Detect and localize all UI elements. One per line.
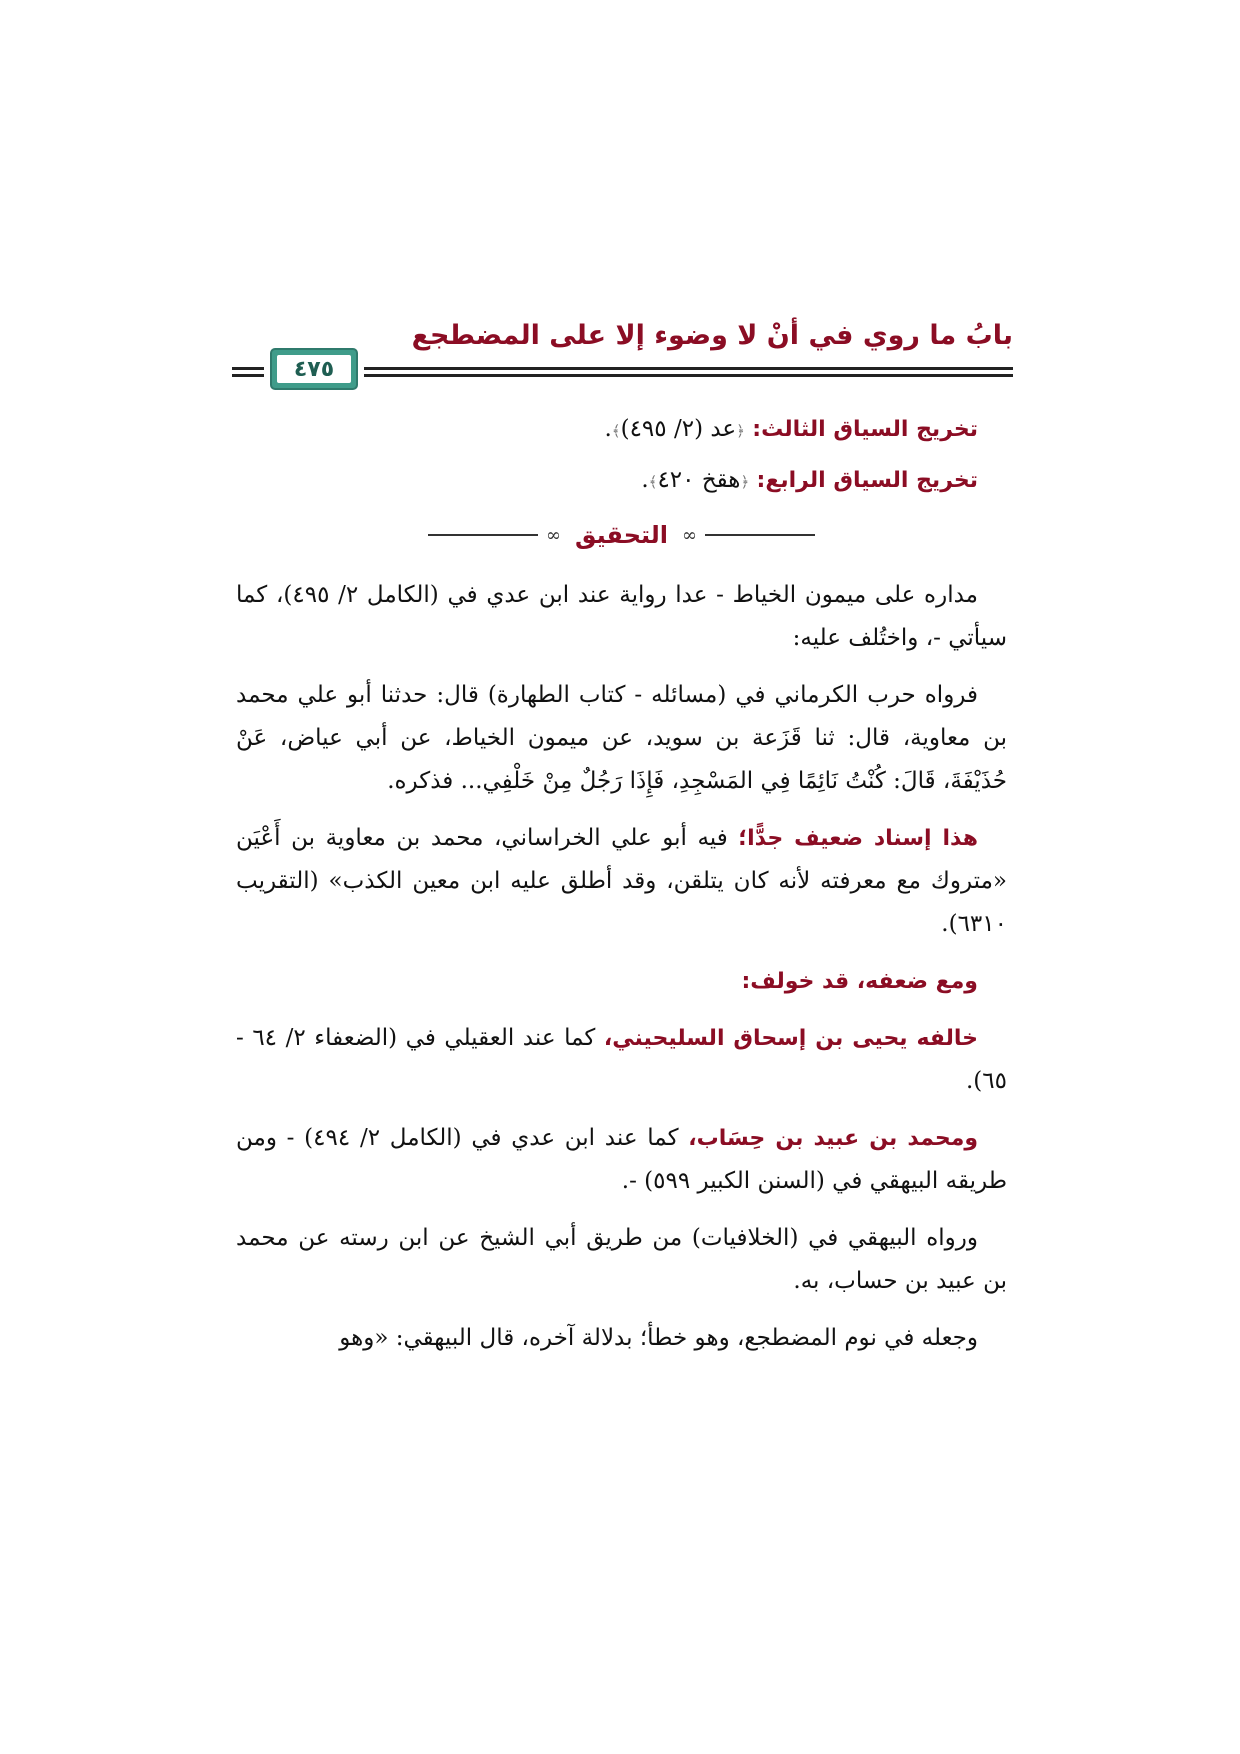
badge-ornament <box>273 380 280 387</box>
paragraph <box>236 817 1007 946</box>
section-title: التحقيق <box>574 520 669 549</box>
paragraph-text: وجعله في نوم المضطجع، وهو خطأ؛ بدلالة آخره، قال البيهقي: «وهو <box>339 1325 978 1351</box>
paragraph <box>236 1117 1007 1203</box>
page-number-badge <box>270 348 358 390</box>
takhrij-line <box>236 459 1007 504</box>
paragraph <box>236 1217 1007 1303</box>
paragraph <box>236 674 1007 803</box>
takhrij-end: . <box>604 416 612 442</box>
page-body <box>236 408 1007 1374</box>
paragraph-text: كما عند العقيلي في (الضعفاء ٢/ ٦٤ - ٦٥). <box>236 1025 1007 1094</box>
header-rule <box>232 374 264 377</box>
paragraph-text: مداره على ميمون الخياط - عدا رواية عند ابن عدي في (الكامل ٢/ ٤٩٥)، كما سيأتي -، واختُلف عليه: <box>236 582 1007 651</box>
divider-ornament: ∞ <box>545 524 561 546</box>
paragraph-text: كما عند ابن عدي في (الكامل ٢/ ٤٩٤) - ومن طريقه البيهقي في (السنن الكبير ٥٩٩) -. <box>236 1125 1007 1194</box>
badge-ornament <box>273 351 280 358</box>
badge-ornament <box>348 380 355 387</box>
takhrij-label: تخريج السياق الرابع: <box>756 468 978 493</box>
paragraph <box>236 1317 1007 1360</box>
bracket-open: ﴿ <box>740 473 750 491</box>
paragraph-lead: هذا إسناد ضعيف جدًّا؛ <box>738 826 978 851</box>
paragraph-lead: خالفه يحيى بن إسحاق السليحيني، <box>603 1026 979 1051</box>
running-title: بابُ ما روي في أنْ لا وضوء إلا على المضطجع <box>411 320 1013 351</box>
divider-line <box>428 534 538 536</box>
takhrij-line <box>236 408 1007 453</box>
paragraph-lead: ومع ضعفه، قد خولف: <box>741 969 978 994</box>
takhrij-end: . <box>641 467 649 493</box>
page-number: ٤٧٥ <box>276 354 352 384</box>
header-rule <box>364 367 1013 370</box>
paragraph-text: ورواه البيهقي في (الخلافيات) من طريق أبي الشيخ عن ابن رسته عن محمد بن عبيد بن حساب، به. <box>236 1225 1007 1294</box>
divider-ornament: ∞ <box>682 524 698 546</box>
paragraph <box>236 1017 1007 1103</box>
takhrij-label: تخريج السياق الثالث: <box>752 417 978 442</box>
takhrij-ref: عد (٢/ ٤٩٥) <box>620 416 737 442</box>
paragraph <box>236 960 1007 1003</box>
section-divider <box>236 510 1007 560</box>
paragraph-lead: ومحمد بن عبيد بن حِسَاب، <box>688 1126 978 1151</box>
divider-line <box>705 534 815 536</box>
badge-ornament <box>348 351 355 358</box>
paragraph-text: فيه أبو علي الخراساني، محمد بن معاوية بن أَعْيَن «متروك مع معرفته لأنه كان يتلقن، وقد أطلق عليه ابن معين الكذب» (التقريب ٦٣١٠). <box>236 825 1007 937</box>
bracket-close: ﴾ <box>611 422 621 440</box>
page-header <box>232 318 1013 390</box>
paragraph <box>236 574 1007 660</box>
bracket-close: ﴾ <box>648 473 658 491</box>
paragraph-text: فرواه حرب الكرماني في (مسائله - كتاب الطهارة) قال: حدثنا أبو علي محمد بن معاوية، قال: ثنا قَزَعة بن سويد، عن ميمون الخياط، عن أبي عياض، عَنْ حُذَيْفَةَ، قَالَ: كُنْتُ نَائِمًا فِي المَسْجِدِ، فَإِذَا رَجُلٌ مِنْ خَلْفِي... فذكره. <box>236 682 1007 794</box>
takhrij-ref: هقخ ٤٢٠ <box>657 467 741 493</box>
bracket-open: ﴿ <box>736 422 745 440</box>
header-rule <box>232 367 264 370</box>
header-rule <box>364 374 1013 377</box>
